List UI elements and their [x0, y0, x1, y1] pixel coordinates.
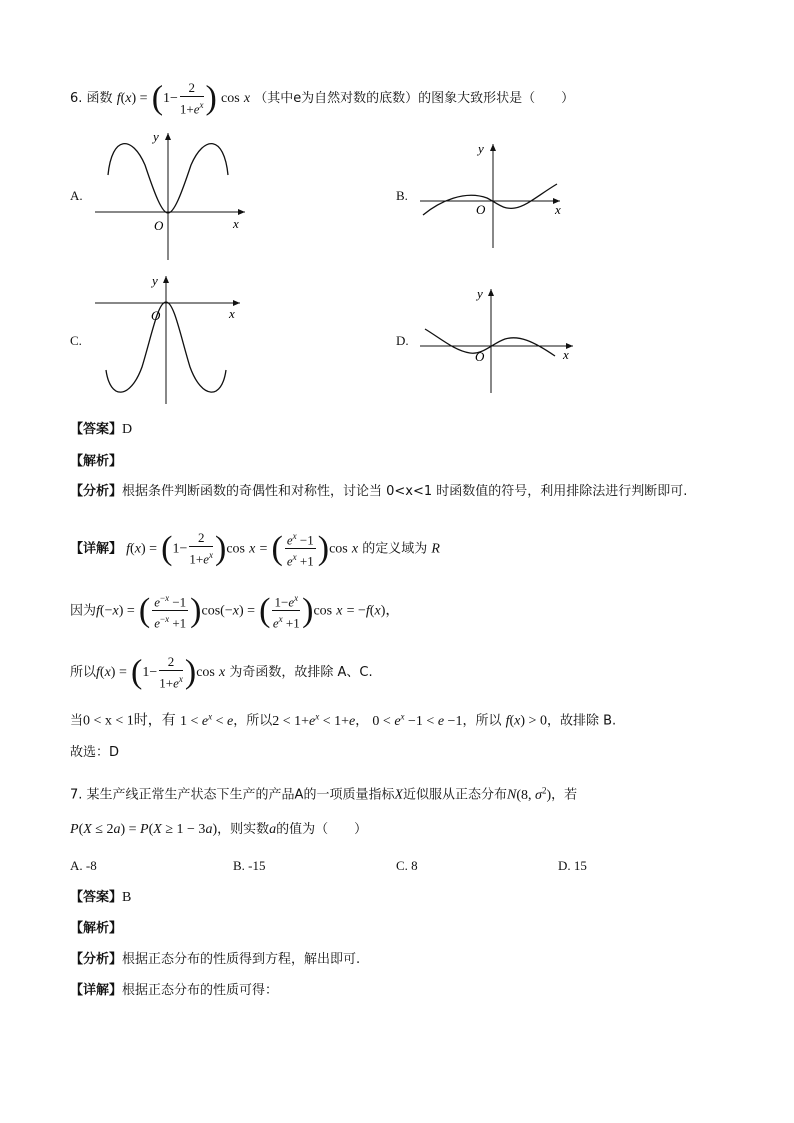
q7-xiangjie	[70, 981, 278, 1001]
q6-domain-r: R	[431, 541, 440, 557]
q7-stem-part3: ，若	[551, 787, 578, 803]
graph-d	[415, 283, 580, 395]
q6-because: 因为	[70, 603, 97, 619]
q6-exclude-b: ，故排除 B.	[546, 713, 617, 729]
q7-xiangjie-text: 根据正态分布的性质可得：	[122, 983, 279, 998]
q7-option-c: C. 8	[396, 858, 418, 873]
q7-jiexi	[70, 919, 122, 939]
graph-a-y-label: y	[153, 129, 159, 144]
q7-jiexi-label: 【解析】	[70, 921, 123, 936]
graph-b-y-label: y	[478, 141, 484, 156]
q6-answer-value: D	[122, 422, 133, 437]
q7-option-d: D. 15	[558, 858, 587, 873]
q6-odd-text: 为奇函数，故排除 A、C.	[229, 665, 373, 681]
q7-stem-part2: 近似服从正态分布	[403, 787, 508, 803]
graph-b-origin: O	[476, 202, 486, 217]
q7-answer	[70, 888, 131, 908]
q6-number: 6.	[70, 91, 83, 107]
q6-xiangjie-4: 当0 < x < 1时，有 $1 < e^x < e$，所以$2 < 1+e^x < 1+e$， $0 < e^x -1 < e -1$，所以 f(x) > 0，故排除 B.	[70, 711, 617, 729]
q6-xiangjie-3: 所以f(x) = (1− $\frac{2}{1+e^x}$ )cos x 为奇函数，故排除 A、C.	[70, 653, 373, 691]
graph-b	[415, 138, 580, 250]
graph-a-origin: O	[154, 218, 164, 233]
graph-a-label: A.	[70, 188, 83, 203]
q7-number: 7.	[70, 787, 83, 803]
q6-answer	[70, 420, 132, 440]
q7-stem-1: 7. 某生产线正常生产状态下生产的产品A的一项质量指标X近似服从正态分布N(8, $\sigma^2$)，若	[70, 785, 578, 803]
q6-xiangjie-2: 因为f(−x) = ( $\frac{e^{-x} -1}{e^{-x} +1}$ )cos(−x) = ( $\frac{1-e^x}{e^x +1}$ )cos x = −f(x)，	[70, 591, 400, 631]
q7-option-b: B. -15	[233, 858, 266, 873]
q6-therefore: 所以	[70, 665, 97, 681]
q7-stem-part4: ，则实数	[217, 822, 270, 837]
q6-conclusion: 故选：D	[70, 745, 120, 760]
graph-a-x-label: x	[233, 216, 239, 231]
q7-answer-value: B	[122, 890, 132, 905]
graph-c	[90, 272, 260, 412]
graph-c-x-label: x	[229, 306, 235, 321]
q7-fenxi	[70, 950, 360, 970]
q6-jiexi	[70, 452, 122, 472]
q6-formula: f	[116, 91, 121, 107]
q6-fenxi	[70, 482, 687, 502]
graph-b-x-label: x	[555, 202, 561, 217]
q6-domain-text: 的定义域为	[362, 541, 428, 557]
graph-d-x-label: x	[563, 347, 569, 362]
q7-xiangjie-label: 【详解】	[70, 983, 123, 998]
graph-d-origin: O	[475, 349, 485, 364]
q6-prefix: 函数	[86, 91, 113, 107]
q6-fenxi-label: 【分析】	[70, 484, 123, 499]
q7-option-a: A. -8	[70, 858, 97, 873]
q6-fraction: $\frac{2}{1+e^x}$	[179, 80, 204, 117]
q6-xiangjie-label: 【详解】	[70, 541, 123, 557]
q6-when-cond: 0 < x < 1时，有	[83, 713, 176, 729]
q7-fenxi-label: 【分析】	[70, 952, 123, 967]
q6-fenxi-text: 根据条件判断函数的奇偶性和对称性，讨论当 0<x<1 时函数值的符号，利用排除法进行判断即可.	[122, 484, 688, 499]
q6-answer-label: 【答案】	[70, 422, 123, 437]
q7-fenxi-text: 根据正态分布的性质得到方程，解出即可.	[122, 952, 361, 967]
q6-jiexi-label: 【解析】	[70, 454, 123, 469]
q6-note: （其中e为自然对数的底数）的图象大致形状是（ ）	[254, 91, 575, 107]
graph-c-label: C.	[70, 333, 82, 348]
q6-xiangjie-1: 【详解】 f(x) = (1− $\frac{2}{1+e^x}$ )cos x = ( $\frac{e^x -1}{e^x +1}$ )cos x 的定义域为 R	[70, 529, 440, 569]
q7-answer-label: 【答案】	[70, 890, 123, 905]
q7-stem-part5: 的值为（ ）	[276, 822, 368, 837]
q7-stem-2: P(X ≤ 2a) = P(X ≥ 1 − 3a)，则实数a的值为（ ）	[70, 822, 368, 837]
q6-when: 当	[70, 713, 84, 729]
q6-stem: 6. 函数 f(x) = (1− $\frac{2}{1+e^x}$ ) cos x （其中e为自然对数的底数）的图象大致形状是（ ）	[70, 79, 575, 117]
graph-c-origin: O	[151, 308, 161, 323]
graph-c-y-label: y	[152, 273, 158, 288]
graph-b-label: B.	[396, 188, 408, 203]
q7-stem-part1: 某生产线正常生产状态下生产的产品A的一项质量指标	[86, 787, 395, 803]
graph-d-label: D.	[396, 333, 409, 348]
graph-a	[90, 125, 260, 265]
graph-d-y-label: y	[477, 286, 483, 301]
